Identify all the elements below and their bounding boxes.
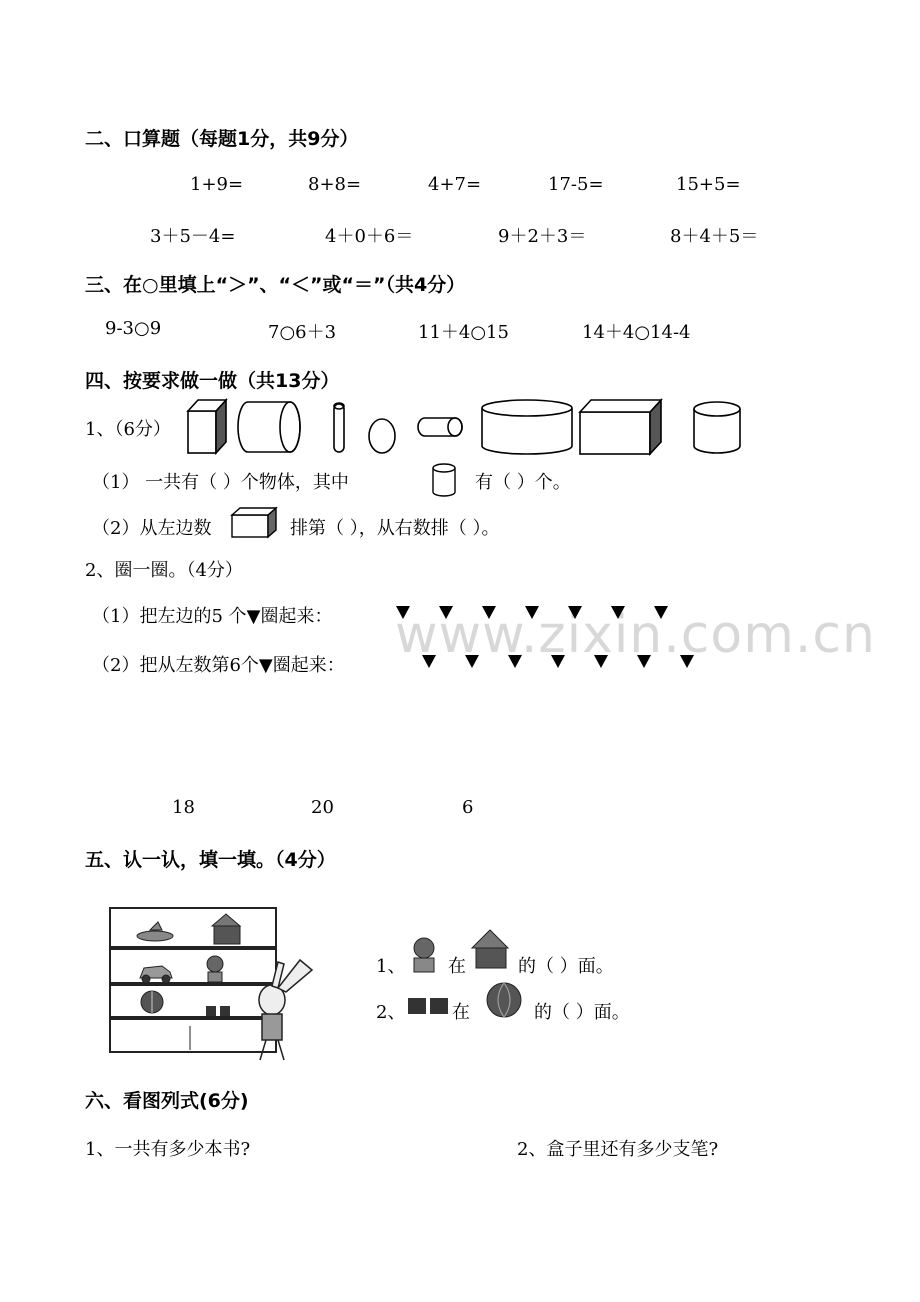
s5-q1-b: 在 [448, 956, 466, 977]
house-icon [212, 914, 240, 944]
horizontal-cylinder-shape [238, 402, 300, 452]
triangle-icon [654, 606, 668, 619]
ball-icon [141, 991, 163, 1013]
ball-shape [369, 419, 395, 453]
house-icon [468, 926, 514, 972]
doll-icon [404, 934, 444, 974]
triangle-icon [594, 655, 608, 668]
small-lying-cylinder-shape [418, 418, 462, 436]
shoes-icon [406, 990, 450, 1020]
ball-icon [484, 980, 524, 1020]
calc-item: 8+8= [308, 174, 362, 195]
q1-sub2-b: 排第（ ），从右数排（ ）。 [290, 518, 500, 539]
q1-label: 1、（6分） [85, 419, 171, 440]
number-label: 18 [172, 797, 195, 818]
triangle-icon [637, 655, 651, 668]
shapes-row [0, 0, 920, 470]
doll-icon [207, 956, 223, 982]
compare-item: 14＋4○14-4 [582, 322, 691, 343]
section2-title: 二、口算题（每题1分，共9分） [85, 128, 359, 150]
calc-item: 8＋4＋5＝ [670, 226, 759, 247]
thin-cylinder-shape [334, 403, 344, 452]
triangle-icon [508, 655, 522, 668]
triangle-icon [439, 606, 453, 619]
watermark: www.zixin.com.cn [395, 605, 876, 665]
triangle-icon [525, 606, 539, 619]
compare-item: 7○6＋3 [268, 322, 337, 343]
q2-sub2: （2）把从左数第6个▼圈起来： [92, 655, 345, 676]
section3-title: 三、在○里填上“＞”、“＜”或“＝”（共4分） [85, 274, 466, 296]
triangle-icon [482, 606, 496, 619]
calc-item: 15+5= [676, 174, 741, 195]
triangle-icon [551, 655, 565, 668]
calc-item: 9＋2＋3＝ [498, 226, 587, 247]
number-label: 6 [462, 797, 474, 818]
triangle-row-2 [422, 655, 694, 668]
triangle-icon [396, 606, 410, 619]
triangle-icon [611, 606, 625, 619]
triangle-icon [422, 655, 436, 668]
q1-sub2-a: （2）从左边数 [92, 518, 212, 539]
compare-item: 9-3○9 [105, 318, 162, 339]
cylinder-icon [430, 462, 460, 498]
shelf-illustration [100, 900, 340, 1070]
plane-icon [137, 922, 173, 941]
q2-label: 2、圈一圈。（4分） [85, 560, 243, 581]
calc-item: 17-5= [548, 174, 604, 195]
calc-item: 1+9= [190, 174, 244, 195]
s6-q2: 2、盒子里还有多少支笔? [517, 1139, 719, 1160]
s5-q2-a: 2、 [376, 1002, 406, 1023]
calc-item: 4+7= [428, 174, 482, 195]
shoes-icon [206, 1006, 230, 1016]
q2-sub1: （1）把左边的5 个▼圈起来： [92, 606, 333, 627]
calc-item: 3＋5－4= [150, 226, 236, 247]
cuboid-icon [230, 505, 280, 541]
car-icon [140, 966, 172, 983]
s5-q2-b: 在 [452, 1002, 470, 1023]
q1-sub1-b: 有（ ）个。 [475, 472, 571, 493]
number-label: 20 [311, 797, 334, 818]
section6-title: 六、看图列式(6分) [85, 1090, 249, 1112]
triangle-row-1 [396, 606, 668, 619]
flat-cylinder-shape [482, 400, 572, 454]
cuboid-shape [580, 400, 661, 454]
triangle-icon [680, 655, 694, 668]
triangle-icon [465, 655, 479, 668]
triangle-icon [568, 606, 582, 619]
cube-shape [188, 400, 226, 453]
compare-item: 11＋4○15 [418, 322, 509, 343]
upright-cylinder-shape [694, 402, 740, 453]
q1-sub1-a: （1） 一共有（ ）个物体，其中 [92, 472, 349, 493]
calc-item: 4＋0＋6＝ [325, 226, 414, 247]
s6-q1: 1、一共有多少本书? [85, 1139, 251, 1160]
s5-q1-c: 的（ ）面。 [518, 956, 614, 977]
section4-title: 四、按要求做一做（共13分） [85, 370, 340, 392]
rabbit-character-icon [259, 960, 312, 1060]
section5-title: 五、认一认，填一填。（4分） [85, 849, 336, 871]
s5-q2-c: 的（ ）面。 [534, 1002, 630, 1023]
s5-q1-a: 1、 [376, 956, 406, 977]
